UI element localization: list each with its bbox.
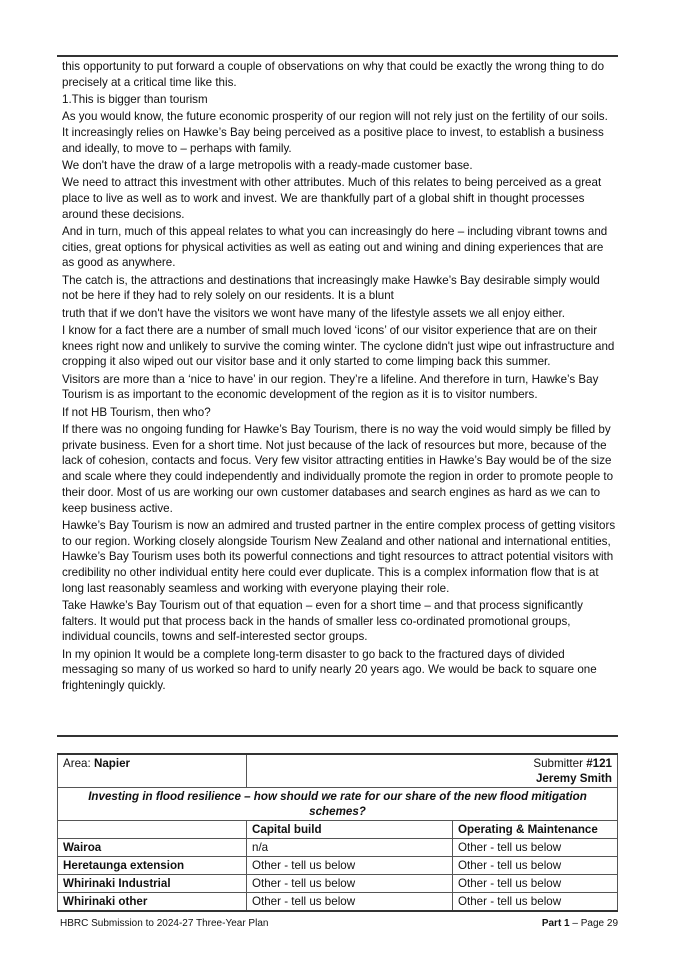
paragraph: Hawke’s Bay Tourism is now an admired and trusted partner in the entire complex process of getting visitors to our region. Working closely alongside Tourism New Zealand and other national and international entities, Hawke’s Bay Tourism uses both its powerful connections and tight resources to attract potential visitors with credibility no other individual entity here could ever duplicate. This is a complex information flow that is at long last reasonably seamless and working with everyone playing their role. [62, 518, 616, 595]
submitter-cell [247, 754, 618, 788]
paragraph: We don't have the draw of a large metropolis with a ready-made customer base. [62, 159, 473, 172]
blank-header-cell [58, 821, 247, 839]
capital-value: Other - tell us below [247, 893, 453, 912]
operating-value: Other - tell us below [453, 893, 618, 912]
scheme-name: Whirinaki other [58, 893, 247, 912]
submitter-label: Submitter [533, 757, 583, 770]
question-row [58, 788, 618, 821]
area-cell [58, 754, 247, 788]
paragraph: As you would know, the future economic prosperity of our region will not rely just on the fertility of our soils. It increasingly relies on Hawke’s Bay being perceived as a positive place to invest, to establish a business and ideally, to move to – perhaps with family. [62, 110, 608, 155]
table-row [58, 875, 618, 893]
flood-question: Investing in flood resilience – how should we rate for our share of the new flood mitigation schemes? [58, 788, 618, 821]
paragraph: Visitors are more than a ‘nice to have’ in our region. They’re a lifeline. And therefore in turn, Hawke’s Bay Tourism is as important to the economic development of the region as it is to visitor numbers. [62, 372, 599, 402]
top-rule [57, 55, 618, 57]
area-value: Napier [93, 757, 131, 770]
submission-body-text [62, 59, 616, 695]
submission-table [57, 753, 618, 912]
operating-value: Other - tell us below [453, 857, 618, 875]
paragraph: Take Hawke’s Bay Tourism out of that equation – even for a short time – and that process significantly falters. It would put that process back in the hands of smaller less co-ordinated promotional groups, individual councils, towns and self-interested sector groups. [62, 598, 583, 644]
table-row [58, 857, 618, 875]
operating-maintenance-header: Operating & Maintenance [453, 821, 618, 839]
footer-page: – Page 29 [569, 918, 618, 929]
paragraph: I know for a fact there are a number of small much loved ‘icons’ of our visitor experience that are on their knees right now and unlikely to survive the coming winter. The cyclone didn't just wipe out infrastructure and cropping it also wiped out our visitor base and it only started to come limping back this summer. [62, 324, 615, 369]
table-row [58, 839, 618, 857]
operating-value: Other - tell us below [453, 875, 618, 893]
submitter-name: Jeremy Smith [535, 772, 612, 785]
paragraph: The catch is, the attractions and destinations that increasingly make Hawke’s Bay desirable simply would not be here if they had to rely solely on our residents. It is a blunt [62, 273, 600, 303]
operating-value: Other - tell us below [453, 839, 618, 857]
submitter-number: #121 [586, 757, 612, 770]
footer-document-title: HBRC Submission to 2024-27 Three-Year Plan [60, 918, 269, 929]
paragraph: If there was no ongoing funding for Hawke’s Bay Tourism, there is no way the void would simply be filled by private business. Even for a short time. Not just because of the lack of resources but more, because of the lack of cohesion, contacts and focus. Very few visitor attracting entities in Hawke’s Bay would be of the size and scale where they could independently and individually promote the region in order to promote people to their door. Most of us are working our own customer databases and search engines as hard as we can to keep business active. [62, 423, 614, 515]
paragraph: truth that if we don't have the visitors we wont have many of the lifestyle assets we all enjoy either. [62, 306, 565, 320]
footer-part: Part 1 [541, 918, 570, 929]
paragraph: In my opinion It would be a complete long-term disaster to go back to the fractured days of divided messaging so many of us worked so hard to unify nearly 20 years ago. We would be back to square one frighteningly quickly. [62, 647, 597, 693]
capital-build-header: Capital build [247, 821, 453, 839]
scheme-name: Heretaunga extension [58, 857, 247, 875]
capital-value: Other - tell us below [247, 875, 453, 893]
capital-value: Other - tell us below [247, 857, 453, 875]
paragraph: 1.This is bigger than tourism [62, 93, 208, 106]
scheme-name: Wairoa [58, 839, 247, 857]
table-row [58, 893, 618, 912]
footer-page-number [542, 918, 618, 929]
paragraph: this opportunity to put forward a couple of observations on why that could be exactly the wrong thing to do precisely at a critical time like this. [62, 60, 605, 89]
paragraph: We need to attract this investment with other attributes. Much of this relates to being perceived as a great place to live as well as to work and invest. We are thankfully part of a global shift in thought processes around these decisions. [62, 176, 602, 221]
body-end-rule [57, 735, 618, 737]
submitter-row [58, 754, 618, 788]
scheme-name: Whirinaki Industrial [58, 875, 247, 893]
column-header-row [58, 821, 618, 839]
paragraph: If not HB Tourism, then who? [62, 405, 211, 419]
area-label: Area: [63, 757, 91, 770]
capital-value: n/a [247, 839, 453, 857]
paragraph: And in turn, much of this appeal relates to what you can increasingly do here – including vibrant towns and cities, great options for physical activities as well as eating out and wining and dining experiences that are as good as anywhere. [62, 225, 608, 270]
